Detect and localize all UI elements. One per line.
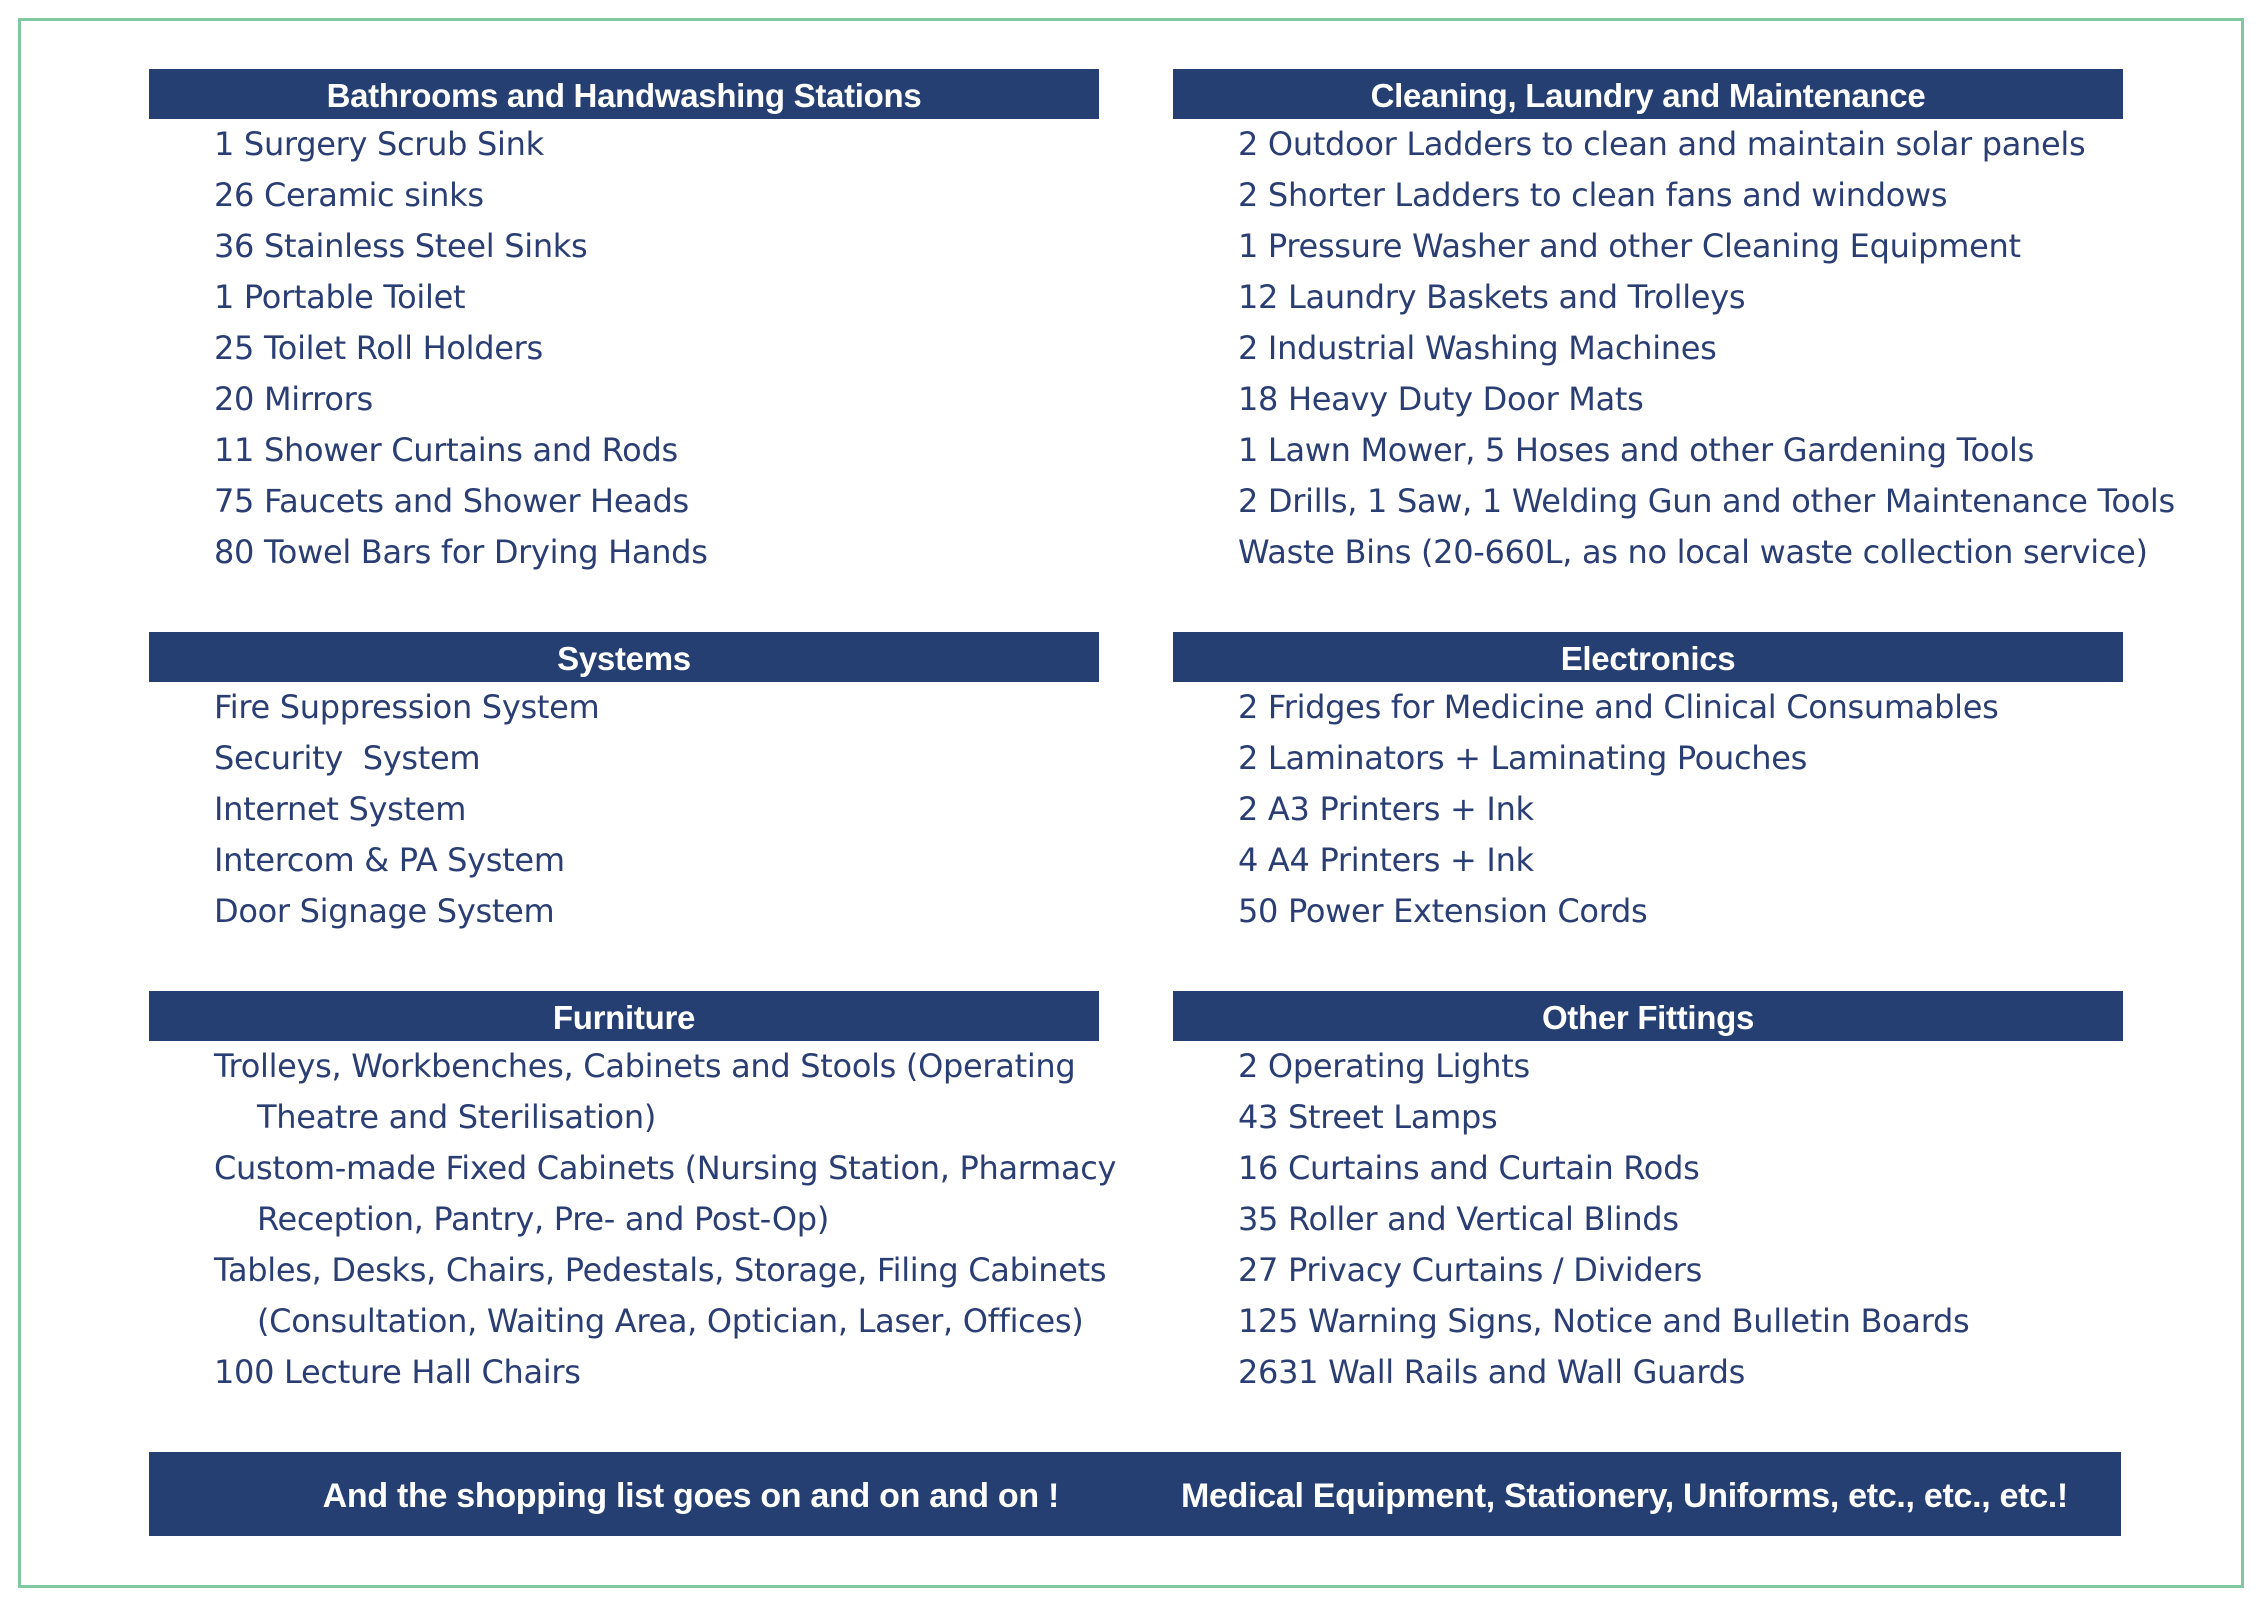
footer-left-text: And the shopping list goes on and on and on ! [322, 1477, 1059, 1515]
section-header-electronics: Electronics [1173, 632, 2123, 682]
section-bathrooms [149, 69, 1099, 578]
list-item-line: Trolleys, Workbenches, Cabinets and Stools (Operating [214, 1047, 1076, 1085]
list-item [149, 1245, 1107, 1347]
list-item: 18 Heavy Duty Door Mats [1238, 380, 1644, 418]
list-item: 2 A3 Printers + Ink [1238, 790, 1534, 828]
list-item: 1 Lawn Mower, 5 Hoses and other Gardening Tools [1238, 431, 2034, 469]
list-item: Internet System [214, 790, 467, 828]
list-item [149, 1143, 1117, 1245]
section-header-systems: Systems [149, 632, 1099, 682]
list-item: 2 Laminators + Laminating Pouches [1238, 739, 1807, 777]
list-item: Security System [214, 739, 481, 777]
list-item-line: Custom-made Fixed Cabinets (Nursing Station, Pharmacy [214, 1149, 1117, 1187]
list-item: 1 Portable Toilet [214, 278, 466, 316]
section-header-cleaning: Cleaning, Laundry and Maintenance [1173, 69, 2123, 119]
list-item: Waste Bins (20-660L, as no local waste collection service) [1238, 533, 2148, 571]
item-list-bathrooms [149, 119, 1099, 578]
section-furniture [149, 991, 1117, 1398]
section-electronics [1173, 632, 2123, 937]
list-item: 4 A4 Printers + Ink [1238, 841, 1534, 879]
list-item: 2 Drills, 1 Saw, 1 Welding Gun and other Maintenance Tools [1238, 482, 2175, 520]
list-item: 2 Fridges for Medicine and Clinical Consumables [1238, 688, 1999, 726]
list-item-continuation: Theatre and Sterilisation) [257, 1098, 656, 1136]
list-item: 25 Toilet Roll Holders [214, 329, 543, 367]
section-header-other-fittings: Other Fittings [1173, 991, 2123, 1041]
item-list-furniture [149, 1041, 1117, 1398]
list-item: 2 Outdoor Ladders to clean and maintain solar panels [1238, 125, 2086, 163]
list-item: 12 Laundry Baskets and Trolleys [1238, 278, 1746, 316]
list-item: 2 Operating Lights [1238, 1047, 1530, 1085]
item-list-electronics [1173, 682, 2123, 937]
section-cleaning [1173, 69, 2175, 578]
list-item: 80 Towel Bars for Drying Hands [214, 533, 708, 571]
list-item: 50 Power Extension Cords [1238, 892, 1648, 930]
list-item: Intercom & PA System [214, 841, 565, 879]
list-item: Fire Suppression System [214, 688, 600, 726]
list-item [149, 1347, 1099, 1398]
list-item: Door Signage System [214, 892, 555, 930]
list-item: 1 Surgery Scrub Sink [214, 125, 544, 163]
list-item: 125 Warning Signs, Notice and Bulletin Boards [1238, 1302, 1970, 1340]
list-item: 1 Pressure Washer and other Cleaning Equipment [1238, 227, 2021, 265]
list-item: 20 Mirrors [214, 380, 373, 418]
list-item-continuation: Reception, Pantry, Pre- and Post-Op) [257, 1200, 829, 1238]
list-item: 2 Shorter Ladders to clean fans and windows [1238, 176, 1948, 214]
footer-banner [149, 1452, 2121, 1536]
list-item: 35 Roller and Vertical Blinds [1238, 1200, 1679, 1238]
list-item: 16 Curtains and Curtain Rods [1238, 1149, 1700, 1187]
item-list-other-fittings [1173, 1041, 2123, 1398]
list-item: 27 Privacy Curtains / Dividers [1238, 1251, 1703, 1289]
list-item: 36 Stainless Steel Sinks [214, 227, 588, 265]
section-header-furniture: Furniture [149, 991, 1099, 1041]
list-item: 26 Ceramic sinks [214, 176, 484, 214]
footer-right-text: Medical Equipment, Stationery, Uniforms, etc., etc., etc.! [1181, 1477, 2068, 1515]
item-list-systems [149, 682, 1099, 937]
list-item [149, 1041, 1099, 1143]
list-item: 2 Industrial Washing Machines [1238, 329, 1717, 367]
list-item-line: 100 Lecture Hall Chairs [214, 1353, 581, 1391]
list-item: 43 Street Lamps [1238, 1098, 1498, 1136]
section-other-fittings [1173, 991, 2123, 1398]
section-systems [149, 632, 1099, 937]
list-item: 75 Faucets and Shower Heads [214, 482, 689, 520]
list-item-continuation: (Consultation, Waiting Area, Optician, Laser, Offices) [257, 1302, 1084, 1340]
list-item: 11 Shower Curtains and Rods [214, 431, 678, 469]
section-header-bathrooms: Bathrooms and Handwashing Stations [149, 69, 1099, 119]
list-item-line: Tables, Desks, Chairs, Pedestals, Storage, Filing Cabinets [214, 1251, 1107, 1289]
list-item: 2631 Wall Rails and Wall Guards [1238, 1353, 1746, 1391]
item-list-cleaning [1173, 119, 2175, 578]
